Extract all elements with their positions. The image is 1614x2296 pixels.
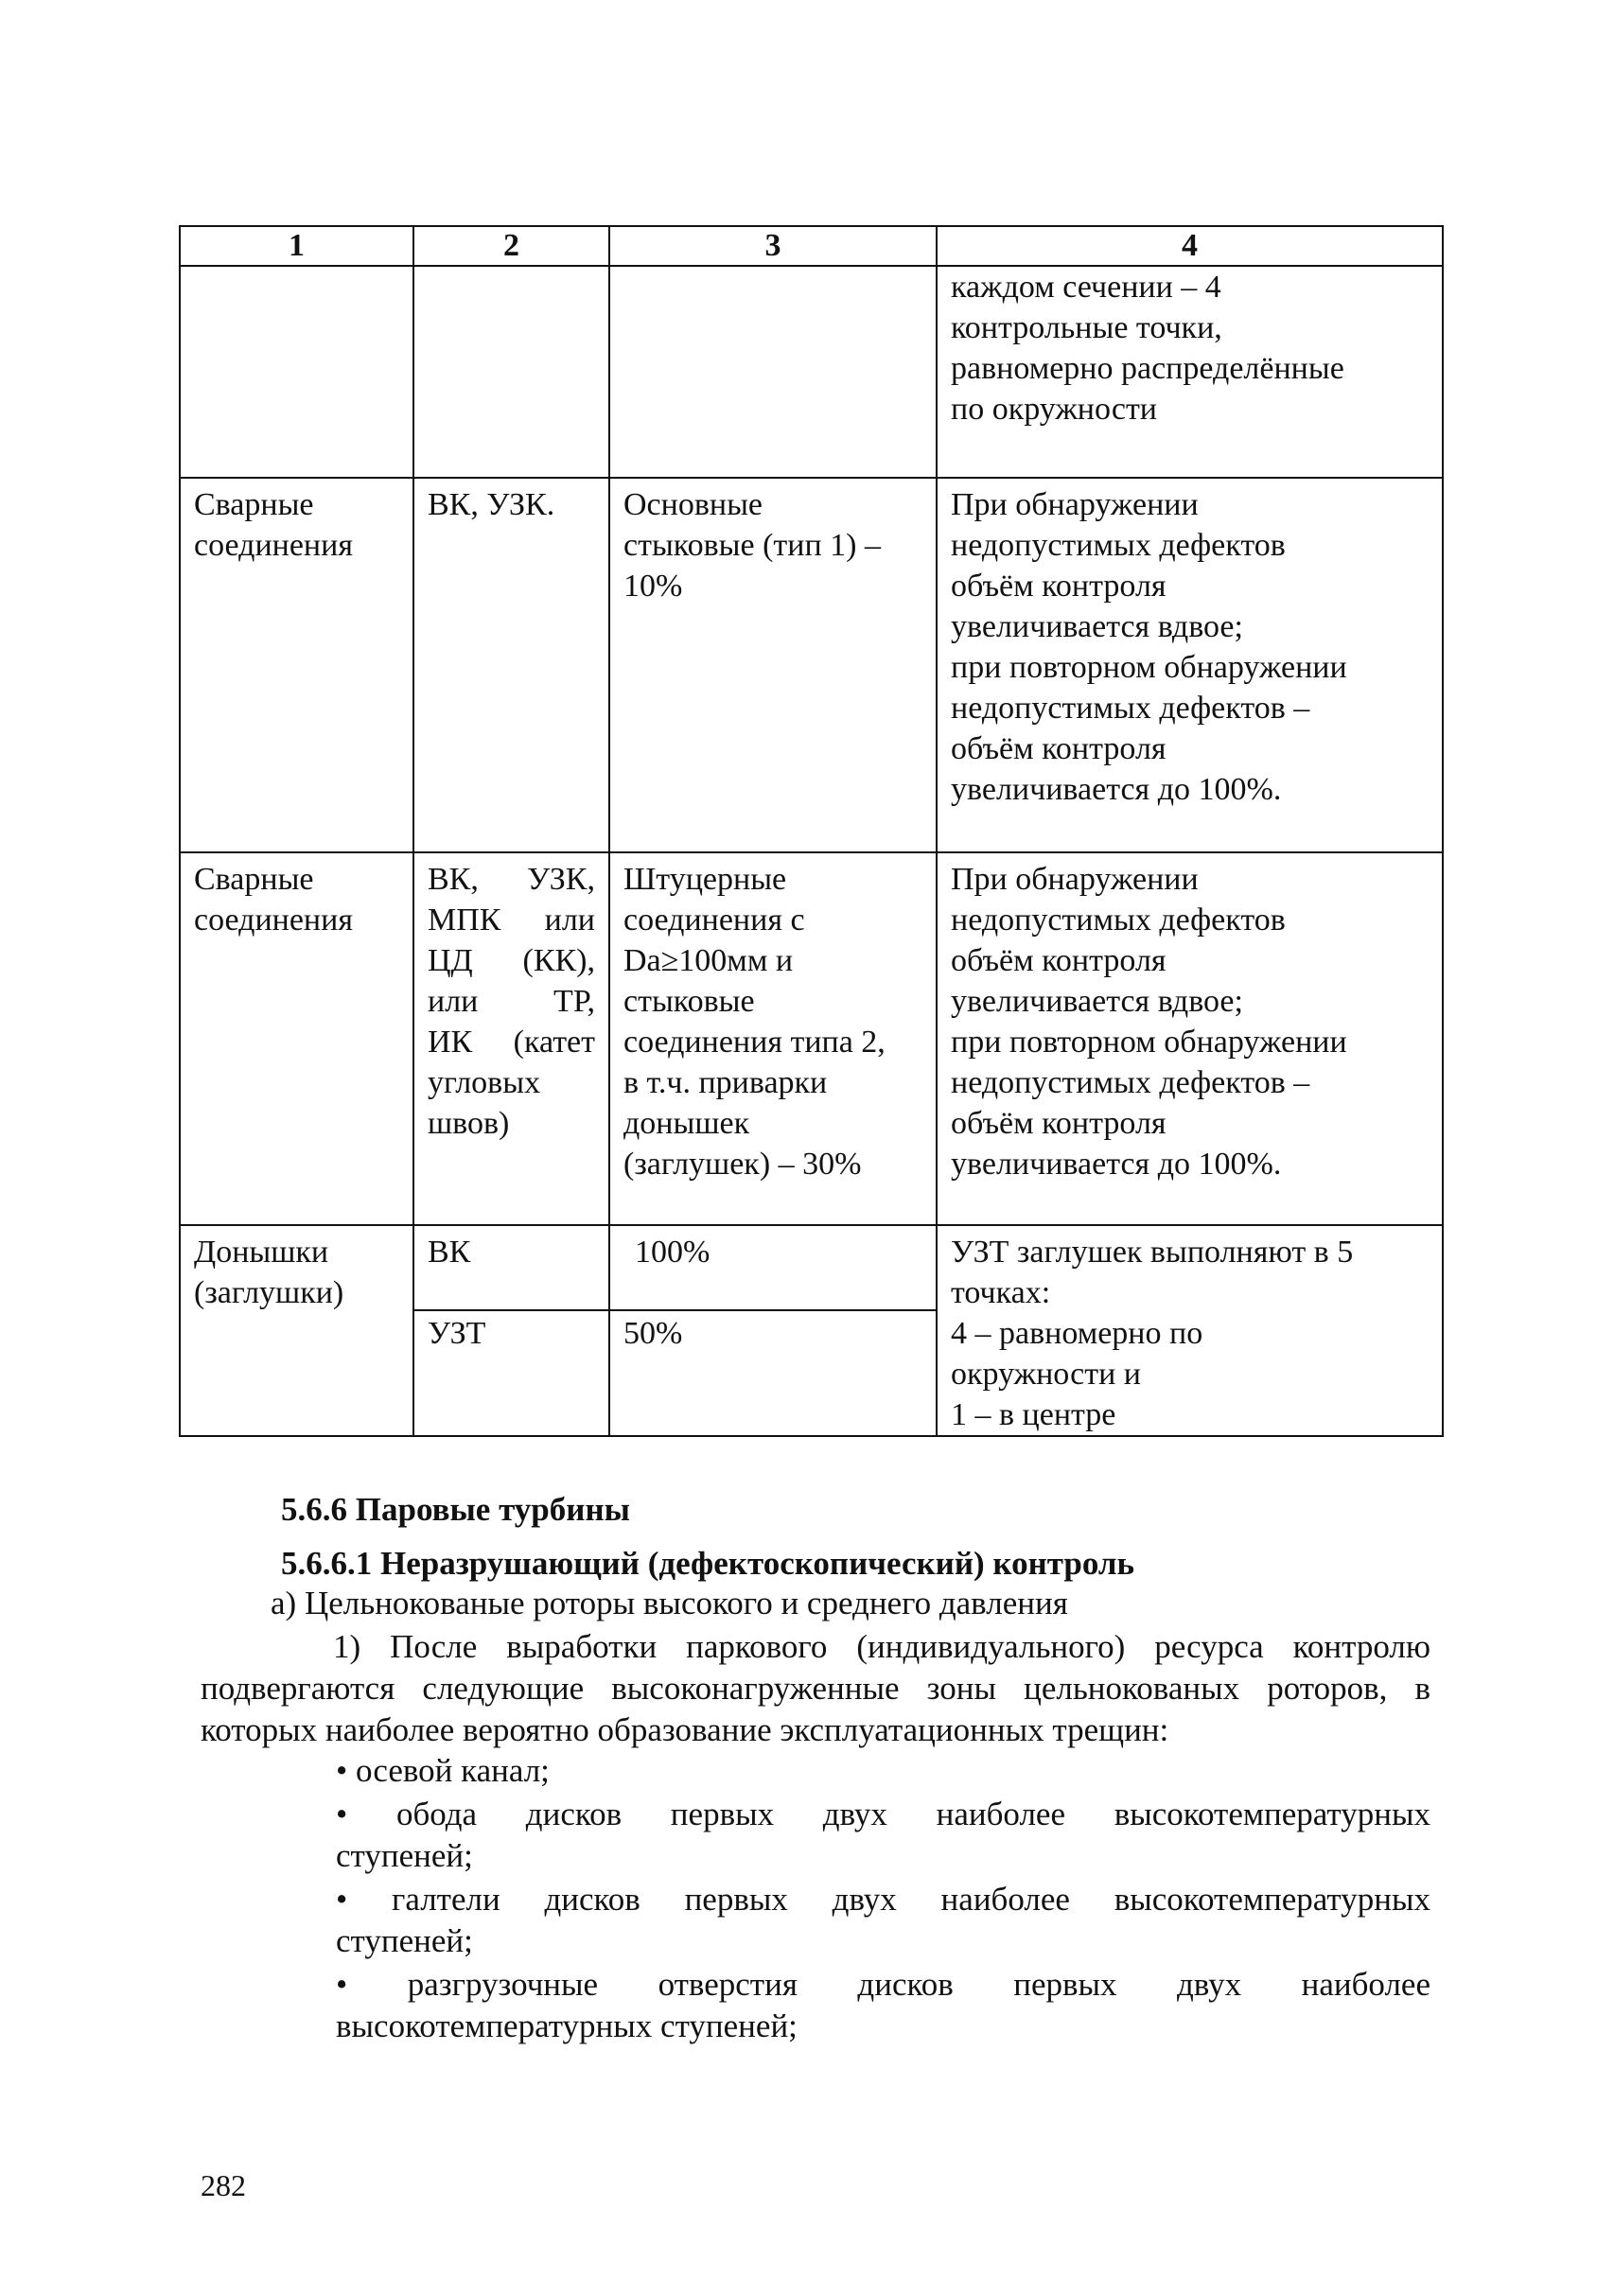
note-line: При обнаружении [951,487,1199,522]
cell-methods [413,478,609,852]
object-line: Сварные [194,487,314,522]
table-row-continuation [180,266,1443,478]
page-number: 282 [201,2168,246,2202]
note-line: контрольные точки, [951,310,1222,345]
scope-line: (заглушек) – 30% [623,1147,862,1182]
cell-object [180,478,413,852]
cell-note [937,1225,1443,1436]
paragraph-1 [201,1626,1430,1751]
note-line: недопустимых дефектов [951,903,1286,938]
method-line: ВК, УЗК, [428,862,595,897]
col-header-2: 2 [413,226,609,266]
note-line: увеличивается вдвое; [951,609,1243,644]
note-line: объём контроля [951,731,1167,766]
bullet-item [336,1964,1430,2047]
method-line: или ТР, [428,984,595,1019]
method-line: МПК или [428,903,595,938]
note-line: при повторном обнаружении [951,650,1347,685]
cell-empty [413,266,609,478]
cell-scope [609,852,937,1225]
table-row-welds-butt [180,478,1443,852]
note-line: окружности и [951,1357,1141,1392]
paragraph-line: подвергаются следующие высоконагруженные зоны цельнокованых роторов, в [201,1670,1430,1707]
cell-volume-uzt: 50% [609,1310,937,1436]
section-heading: 5.6.6 Паровые турбины [281,1491,630,1528]
note-line: объём контроля [951,569,1167,604]
method-line: ВК, УЗК. [428,487,555,522]
scope-line: стыковые (тип 1) – [623,528,881,563]
note-line: при повторном обнаружении [951,1025,1347,1060]
col-header-1: 1 [180,226,413,266]
scope-line: 10% [623,569,683,604]
cell-object [180,852,413,1225]
bullet-line: ступеней; [336,1922,473,1959]
scope-line: донышек [623,1106,750,1141]
scope-line: Штуцерные [623,862,787,897]
table-row-welds-nozzle [180,852,1443,1225]
scope-line: соединения с [623,903,805,938]
method-line: угловых [428,1065,541,1100]
scope-line: в т.ч. приварки [623,1065,828,1100]
cell-note [937,852,1443,1225]
note-line: объём контроля [951,1106,1167,1141]
cell-method-uzt: УЗТ [413,1310,609,1436]
note-line: объём контроля [951,943,1167,978]
table-row-bottoms-vk [180,1225,1443,1310]
cell-empty [609,266,937,478]
note-line: 1 – в центре [951,1397,1116,1432]
bullet-line: высокотемпературных ступеней; [336,2007,798,2044]
bullet-item: • осевой канал; [336,1752,550,1789]
scope-line: стыковые [623,984,755,1019]
bullet-item [336,1879,1430,1962]
bullet-line: • разгрузочные отверстия дисков первых двух наиболее [336,1966,1430,2003]
note-line: каждом сечении – 4 [951,270,1221,305]
note-line: недопустимых дефектов – [951,691,1310,726]
note-line: недопустимых дефектов [951,528,1286,563]
bullet-item [336,1794,1430,1877]
note-line: 4 – равномерно по [951,1316,1203,1351]
note-line: При обнаружении [951,862,1199,897]
object-line: соединения [194,528,353,563]
cell-scope [609,478,937,852]
col-header-4: 4 [937,226,1443,266]
bullet-line: • галтели дисков первых двух наиболее высокотемпературных [336,1881,1430,1918]
cell-object [180,1225,413,1436]
scope-line: Da≥100мм и [623,943,794,978]
subsection-heading: 5.6.6.1 Неразрушающий (дефектоскопический) контроль [281,1545,1135,1582]
cell-continuation-note [937,266,1443,478]
cell-volume-vk [609,1225,937,1310]
paragraph-line: которых наиболее вероятно образование эксплуатационных трещин: [201,1711,1169,1748]
cell-note [937,478,1443,852]
scope-line: Основные [623,487,763,522]
note-line: увеличивается вдвое; [951,984,1243,1019]
col-header-3: 3 [609,226,937,266]
note-line: увеличивается до 100%. [951,772,1282,807]
object-line: (заглушки) [194,1275,344,1310]
note-line: точках: [951,1275,1051,1310]
method-line: ЦД (КК), [428,943,595,978]
object-line: Донышки [194,1235,329,1270]
paragraph-line: 1) После выработки паркового (индивидуального) ресурса контролю [333,1628,1430,1665]
note-line: УЗТ заглушек выполняют в 5 [951,1235,1354,1270]
note-line: по окружности [951,392,1157,427]
note-line: равномерно распределённые [951,351,1344,386]
list-item-a: а) Цельнокованые роторы высокого и среднего давления [271,1585,1068,1621]
cell-empty [180,266,413,478]
cell-method-vk: ВК [413,1225,609,1310]
cell-methods [413,852,609,1225]
inspection-table [179,225,1444,1437]
scope-line: соединения типа 2, [623,1025,886,1060]
volume-value: 100% [635,1235,711,1270]
bullet-line: ступеней; [336,1837,473,1874]
bullet-line: • обода дисков первых двух наиболее высокотемпературных [336,1796,1430,1832]
method-line: ИК (катет [428,1025,595,1060]
object-line: Сварные [194,862,314,897]
object-line: соединения [194,903,353,938]
note-line: увеличивается до 100%. [951,1147,1282,1182]
table-header-row [180,226,1443,266]
note-line: недопустимых дефектов – [951,1065,1310,1100]
method-line: швов) [428,1106,510,1141]
